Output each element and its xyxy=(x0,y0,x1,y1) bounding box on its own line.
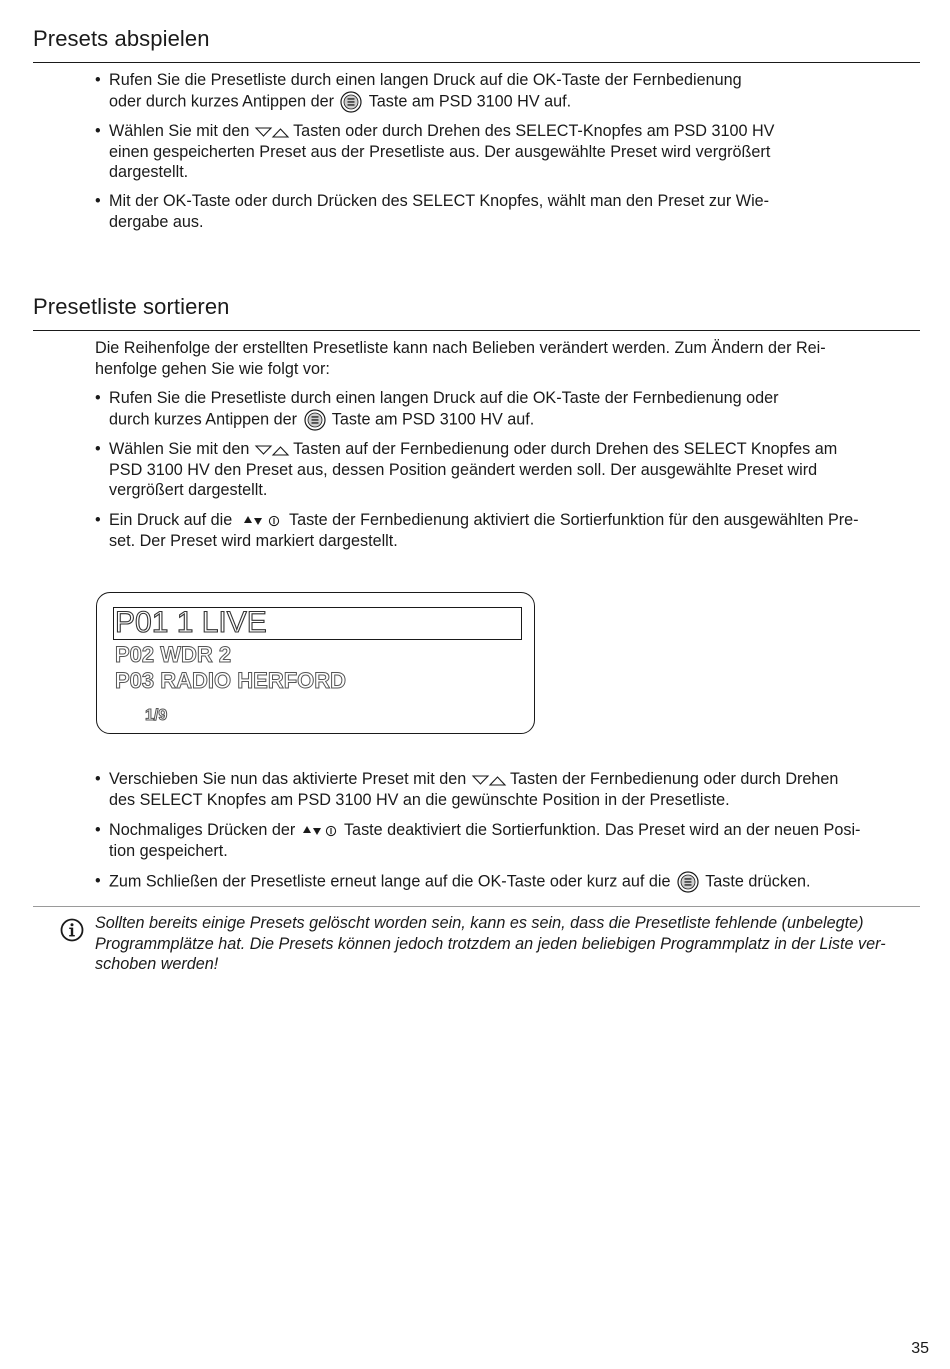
bullet: • xyxy=(95,511,101,529)
list-item-text: Taste deaktiviert die Sortierfunktion. Das Preset wird an der neuen Posi- xyxy=(343,821,861,839)
intro-paragraph xyxy=(95,338,925,379)
list-item xyxy=(95,191,925,232)
list-item-text: dargestellt. xyxy=(109,163,189,181)
list-item-text: Tasten oder durch Drehen des SELECT-Knopfes am PSD 3100 HV xyxy=(293,122,775,140)
list-item xyxy=(95,871,925,893)
list-item-text: vergrößert dargestellt. xyxy=(109,481,268,499)
list-item xyxy=(95,510,925,551)
list-item-text: durch kurzes Antippen der xyxy=(109,409,298,428)
list-item-text: Ein Druck auf die xyxy=(109,511,233,529)
list-item xyxy=(95,121,925,183)
note-rule xyxy=(33,906,920,907)
sort-info-key-icon xyxy=(239,514,283,528)
bullet: • xyxy=(95,440,101,458)
page-number: 35 xyxy=(911,1340,929,1357)
list-item-text: Wählen Sie mit den xyxy=(109,122,250,140)
list-item-text: set. Der Preset wird markiert dargestellt. xyxy=(109,531,398,550)
list-item xyxy=(95,769,925,810)
list-item-text: Zum Schließen der Presetliste erneut lange auf die OK-Taste oder kurz auf die xyxy=(109,872,671,891)
list-item-text: oder durch kurzes Antippen der xyxy=(109,91,334,110)
note-paragraph xyxy=(95,913,925,975)
list-item-text: PSD 3100 HV den Preset aus, dessen Position geändert werden soll. Der ausgewählte Preset wird xyxy=(109,460,818,479)
list-item xyxy=(95,388,925,431)
note-text: Programmplätze hat. Die Presets können jedoch trotzdem an jeden beliebigen Programmplatz in der Liste ver- xyxy=(95,934,886,953)
display-line: P02 WDR 2 xyxy=(115,642,232,667)
list-item-text: dergabe aus. xyxy=(109,212,204,231)
section-title-presetliste-sortieren: Presetliste sortieren xyxy=(33,294,230,319)
list-item-text: Taste am PSD 3100 HV auf. xyxy=(331,409,535,428)
bullet: • xyxy=(95,122,101,140)
list-item-text: einen gespeicherten Preset aus der Presetliste aus. Der ausgewählte Preset wird vergrößert xyxy=(109,142,771,161)
bullet: • xyxy=(95,389,101,407)
list-item-text: Mit der OK-Taste oder durch Drücken des SELECT Knopfes, wählt man den Preset zur Wie- xyxy=(109,192,770,210)
menu-button-icon xyxy=(340,91,362,113)
list-item xyxy=(95,820,925,861)
down-up-arrow-icon xyxy=(254,443,290,457)
list-item-text: Taste am PSD 3100 HV auf. xyxy=(368,91,572,110)
note-text: Sollten bereits einige Presets gelöscht worden sein, kann es sein, dass die Presetliste fehlende (unbelegte) xyxy=(95,914,864,932)
list-item-text: Taste drücken. xyxy=(705,872,811,891)
section-title-presets-abspielen: Presets abspielen xyxy=(33,26,210,51)
preset-list-display xyxy=(96,592,535,734)
bullet: • xyxy=(95,821,101,839)
bullet: • xyxy=(95,192,101,210)
list-item xyxy=(95,439,925,501)
info-icon xyxy=(60,918,84,942)
bullet: • xyxy=(95,872,101,890)
display-line: P03 RADIO HERFORD xyxy=(115,668,347,693)
list-item-text: Tasten der Fernbedienung oder durch Drehen xyxy=(509,770,839,788)
paragraph-text: henfolge gehen Sie wie folgt vor: xyxy=(95,359,330,378)
display-line-selected: P01 1 LIVE xyxy=(115,606,267,639)
list-item xyxy=(95,70,925,113)
list-item-text: tion gespeichert. xyxy=(109,841,228,860)
note-text: schoben werden! xyxy=(95,955,219,973)
sort-info-key-icon xyxy=(302,824,338,838)
list-item-text: Verschieben Sie nun das aktivierte Preset mit den xyxy=(109,770,467,788)
menu-button-icon xyxy=(677,871,699,893)
down-up-arrow-icon xyxy=(471,773,507,787)
paragraph-text: Die Reihenfolge der erstellten Presetliste kann nach Belieben verändert werden. Zum Ändern der Rei- xyxy=(95,339,826,357)
list-item-text: des SELECT Knopfes am PSD 3100 HV an die gewünschte Position in der Presetliste. xyxy=(109,790,730,809)
list-item-text: Tasten auf der Fernbedienung oder durch Drehen des SELECT Knopfes am xyxy=(293,440,838,458)
list-item-text: Wählen Sie mit den xyxy=(109,440,250,458)
down-up-arrow-icon xyxy=(254,125,290,139)
menu-button-icon xyxy=(304,409,326,431)
list-item-text: Rufen Sie die Presetliste durch einen langen Druck auf die OK-Taste der Fernbedienung xyxy=(109,71,742,89)
bullet: • xyxy=(95,71,101,89)
list-item-text: Taste der Fernbedienung aktiviert die Sortierfunktion für den ausgewählten Pre- xyxy=(288,511,859,529)
list-item-text: Nochmaliges Drücken der xyxy=(109,821,296,839)
list-item-text: Rufen Sie die Presetliste durch einen langen Druck auf die OK-Taste der Fernbedienung oder xyxy=(109,389,779,407)
bullet: • xyxy=(95,770,101,788)
display-page-indicator: 1/9 xyxy=(145,707,168,724)
section-rule xyxy=(33,62,920,63)
section-rule xyxy=(33,330,920,331)
